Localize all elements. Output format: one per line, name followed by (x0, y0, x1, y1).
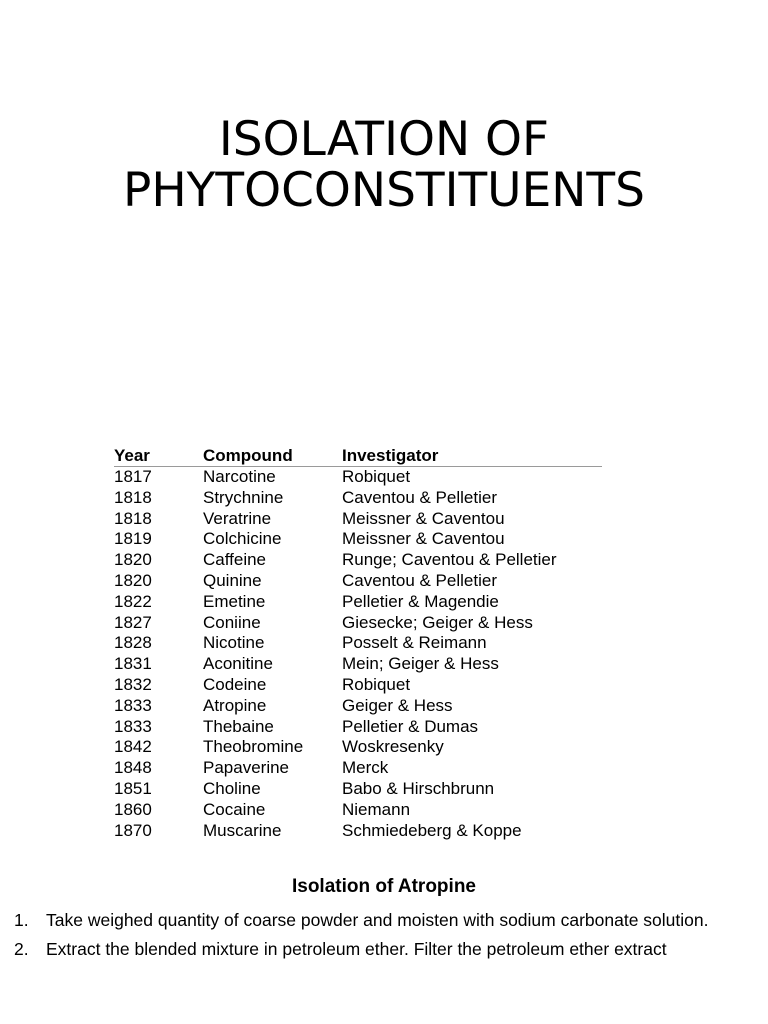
title-line-1: ISOLATION OF (218, 112, 550, 167)
cell-compound: Cocaine (203, 799, 266, 819)
table-row (114, 654, 602, 675)
cell-compound: Codeine (203, 674, 267, 694)
header-investigator: Investigator (342, 446, 439, 465)
cell-compound: Narcotine (203, 467, 276, 486)
cell-year: 1822 (114, 591, 152, 611)
cell-compound: Veratrine (203, 508, 272, 528)
cell-year: 1832 (114, 674, 152, 694)
cell-year: 1848 (114, 758, 152, 778)
cell-investigator: Woskresenky (342, 737, 444, 757)
cell-compound: Choline (203, 778, 261, 798)
step-text: Extract the blended mixture in petroleum ether. Filter the petroleum ether extract (46, 939, 667, 959)
header-compound: Compound (203, 446, 293, 465)
header-year: Year (114, 446, 150, 465)
cell-investigator: Robiquet (342, 467, 411, 486)
cell-compound: Nicotine (203, 633, 265, 653)
cell-year: 1831 (114, 654, 152, 674)
cell-year: 1819 (114, 529, 152, 549)
table-row (114, 592, 602, 613)
cell-compound: Muscarine (203, 820, 282, 840)
cell-year: 1870 (114, 820, 152, 840)
cell-compound: Emetine (203, 591, 266, 611)
cell-investigator: Meissner & Caventou (342, 529, 505, 549)
cell-year: 1860 (114, 799, 152, 819)
table-row (114, 571, 602, 592)
cell-year: 1818 (114, 508, 152, 528)
cell-compound: Strychnine (203, 487, 284, 507)
cell-investigator: Caventou & Pelletier (342, 487, 497, 507)
cell-year: 1828 (114, 633, 152, 653)
cell-year: 1817 (114, 467, 152, 486)
step-number: 1. (14, 910, 29, 930)
cell-investigator: Caventou & Pelletier (342, 570, 497, 590)
cell-compound: Aconitine (203, 654, 273, 674)
cell-year: 1818 (114, 487, 152, 507)
list-item (10, 908, 760, 932)
table-body (114, 467, 602, 841)
cell-year: 1842 (114, 737, 152, 757)
steps-list (10, 908, 760, 966)
cell-investigator: Schmiedeberg & Koppe (342, 820, 522, 840)
cell-investigator: Robiquet (342, 674, 411, 694)
title-line-2: PHYTOCONSTITUENTS (123, 163, 645, 218)
cell-compound: Atropine (203, 695, 267, 715)
table-row (114, 758, 602, 779)
cell-compound: Colchicine (203, 529, 282, 549)
cell-investigator: Merck (342, 758, 389, 778)
cell-year: 1820 (114, 570, 152, 590)
step-number: 2. (14, 939, 29, 959)
table-row (114, 800, 602, 821)
table-row (114, 675, 602, 696)
table-header (114, 446, 602, 467)
cell-compound: Papaverine (203, 758, 290, 778)
table-row (114, 550, 602, 571)
cell-year: 1833 (114, 695, 152, 715)
table-row (114, 529, 602, 550)
table-row (114, 737, 602, 758)
cell-investigator: Posselt & Reimann (342, 633, 487, 653)
alkaloid-table (114, 446, 602, 841)
cell-compound: Quinine (203, 570, 262, 590)
cell-investigator: Mein; Geiger & Hess (342, 654, 499, 674)
cell-investigator: Giesecke; Geiger & Hess (342, 612, 533, 632)
cell-year: 1833 (114, 716, 152, 736)
cell-investigator: Meissner & Caventou (342, 508, 505, 528)
cell-year: 1820 (114, 550, 152, 570)
table-row (114, 488, 602, 509)
cell-compound: Thebaine (203, 716, 274, 736)
table-row (114, 633, 602, 654)
cell-year: 1827 (114, 612, 152, 632)
cell-investigator: Niemann (342, 799, 411, 819)
table-row (114, 717, 602, 738)
table-row (114, 509, 602, 530)
table-row (114, 779, 602, 800)
slide-title (0, 114, 768, 216)
cell-investigator: Geiger & Hess (342, 695, 453, 715)
cell-compound: Coniine (203, 612, 261, 632)
cell-investigator: Pelletier & Magendie (342, 591, 499, 611)
section-heading: Isolation of Atropine (291, 876, 476, 897)
table-row (114, 821, 602, 842)
cell-compound: Caffeine (203, 550, 267, 570)
cell-compound: Theobromine (203, 737, 304, 757)
table-row (114, 467, 602, 488)
table-row (114, 613, 602, 634)
list-item (10, 937, 760, 961)
cell-investigator: Babo & Hirschbrunn (342, 778, 495, 798)
table-row (114, 696, 602, 717)
step-text: Take weighed quantity of coarse powder and moisten with sodium carbonate solution. (46, 910, 709, 930)
cell-year: 1851 (114, 778, 152, 798)
cell-investigator: Pelletier & Dumas (342, 716, 479, 736)
cell-investigator: Runge; Caventou & Pelletier (342, 550, 557, 570)
